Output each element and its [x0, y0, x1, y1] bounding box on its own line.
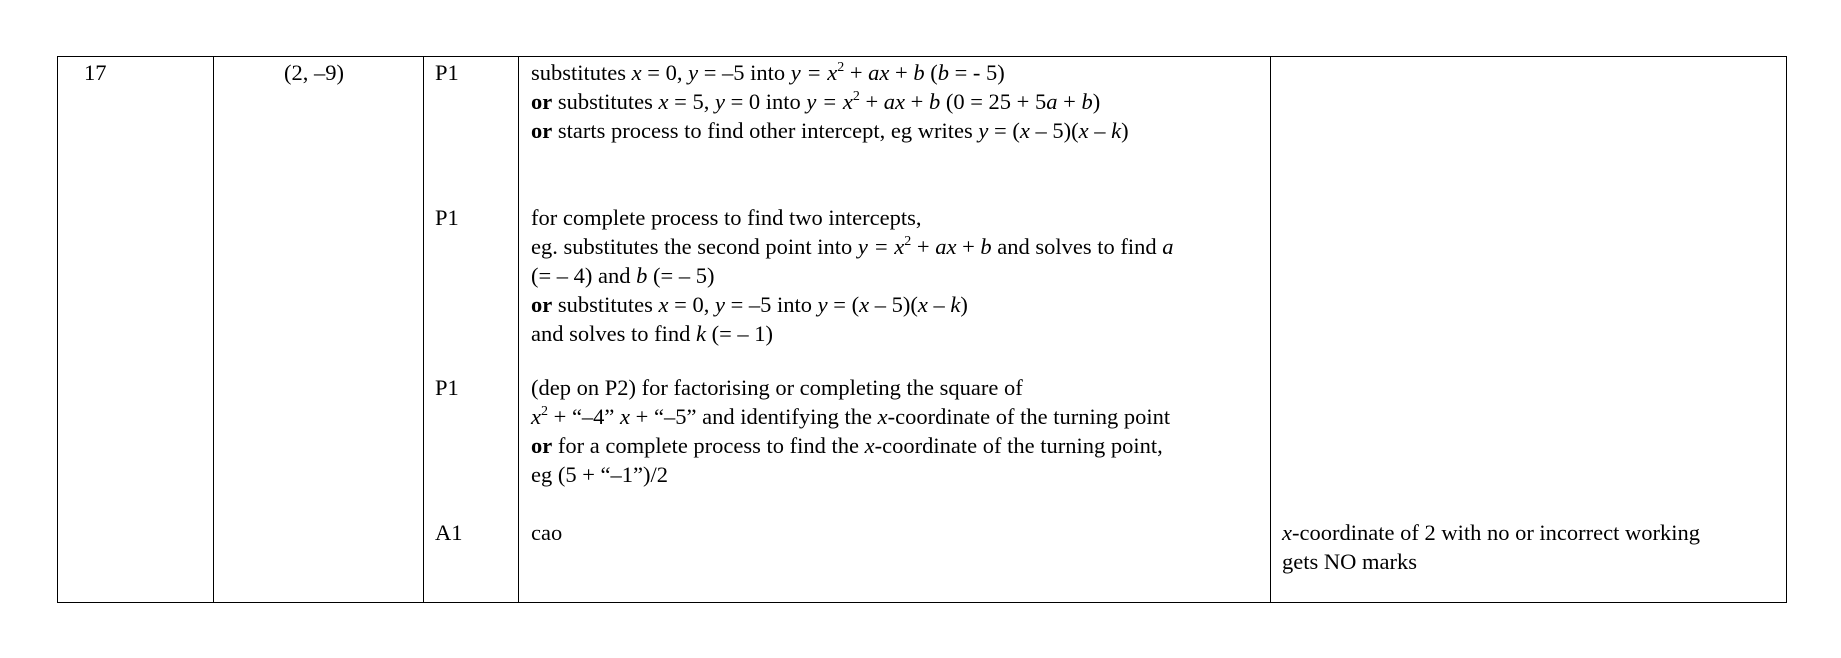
mark-column: [424, 57, 519, 602]
method-line: or starts process to find other intercept, eg writes y = (x – 5)(x – k): [531, 118, 1129, 143]
method-line: for complete process to find two intercepts,: [531, 205, 922, 230]
guidance-column: [1271, 57, 1786, 602]
mark-code-2: P1: [435, 205, 459, 230]
method-line: (dep on P2) for factorising or completing the square of: [531, 375, 1023, 400]
guidance-line: gets NO marks: [1282, 549, 1417, 574]
answer-value: (2, –9): [284, 60, 344, 85]
method-line: (= – 4) and b (= – 5): [531, 263, 715, 288]
method-line: cao: [531, 520, 563, 545]
method-block-4: [531, 518, 562, 547]
mark-code-3: P1: [435, 375, 459, 400]
mark-code-1: P1: [435, 60, 459, 85]
method-block-1: [531, 58, 1129, 145]
question-column: [58, 57, 214, 602]
method-line: eg (5 + “–1”)/2: [531, 462, 669, 487]
question-number: 17: [84, 60, 107, 85]
method-line: substitutes x = 0, y = –5 into $y = x^2$ + ax + b (b = - 5): [531, 60, 1005, 85]
method-line: or for a complete process to find the x-coordinate of the turning point,: [531, 433, 1163, 458]
guidance-note: [1282, 518, 1700, 576]
mark-scheme-table: [57, 56, 1787, 603]
method-block-2: [531, 203, 1174, 348]
method-block-3: [531, 373, 1170, 489]
method-line: or substitutes x = 0, y = –5 into y = (x – 5)(x – k): [531, 292, 968, 317]
method-line: $x^2$ + “–4” x + “–5” and identifying the x-coordinate of the turning point: [531, 404, 1171, 429]
method-column: [519, 57, 1271, 602]
method-line: and solves to find k (= – 1): [531, 321, 774, 346]
mark-code-4: A1: [435, 520, 463, 545]
guidance-line: x-coordinate of 2 with no or incorrect working: [1282, 520, 1700, 545]
method-line: or substitutes x = 5, y = 0 into $y = x^2$ + ax + b (0 = 25 + 5a + b): [531, 89, 1101, 114]
method-line: eg. substitutes the second point into $y = x^2$ + ax + b and solves to find a: [531, 234, 1174, 259]
answer-column: [214, 57, 424, 602]
